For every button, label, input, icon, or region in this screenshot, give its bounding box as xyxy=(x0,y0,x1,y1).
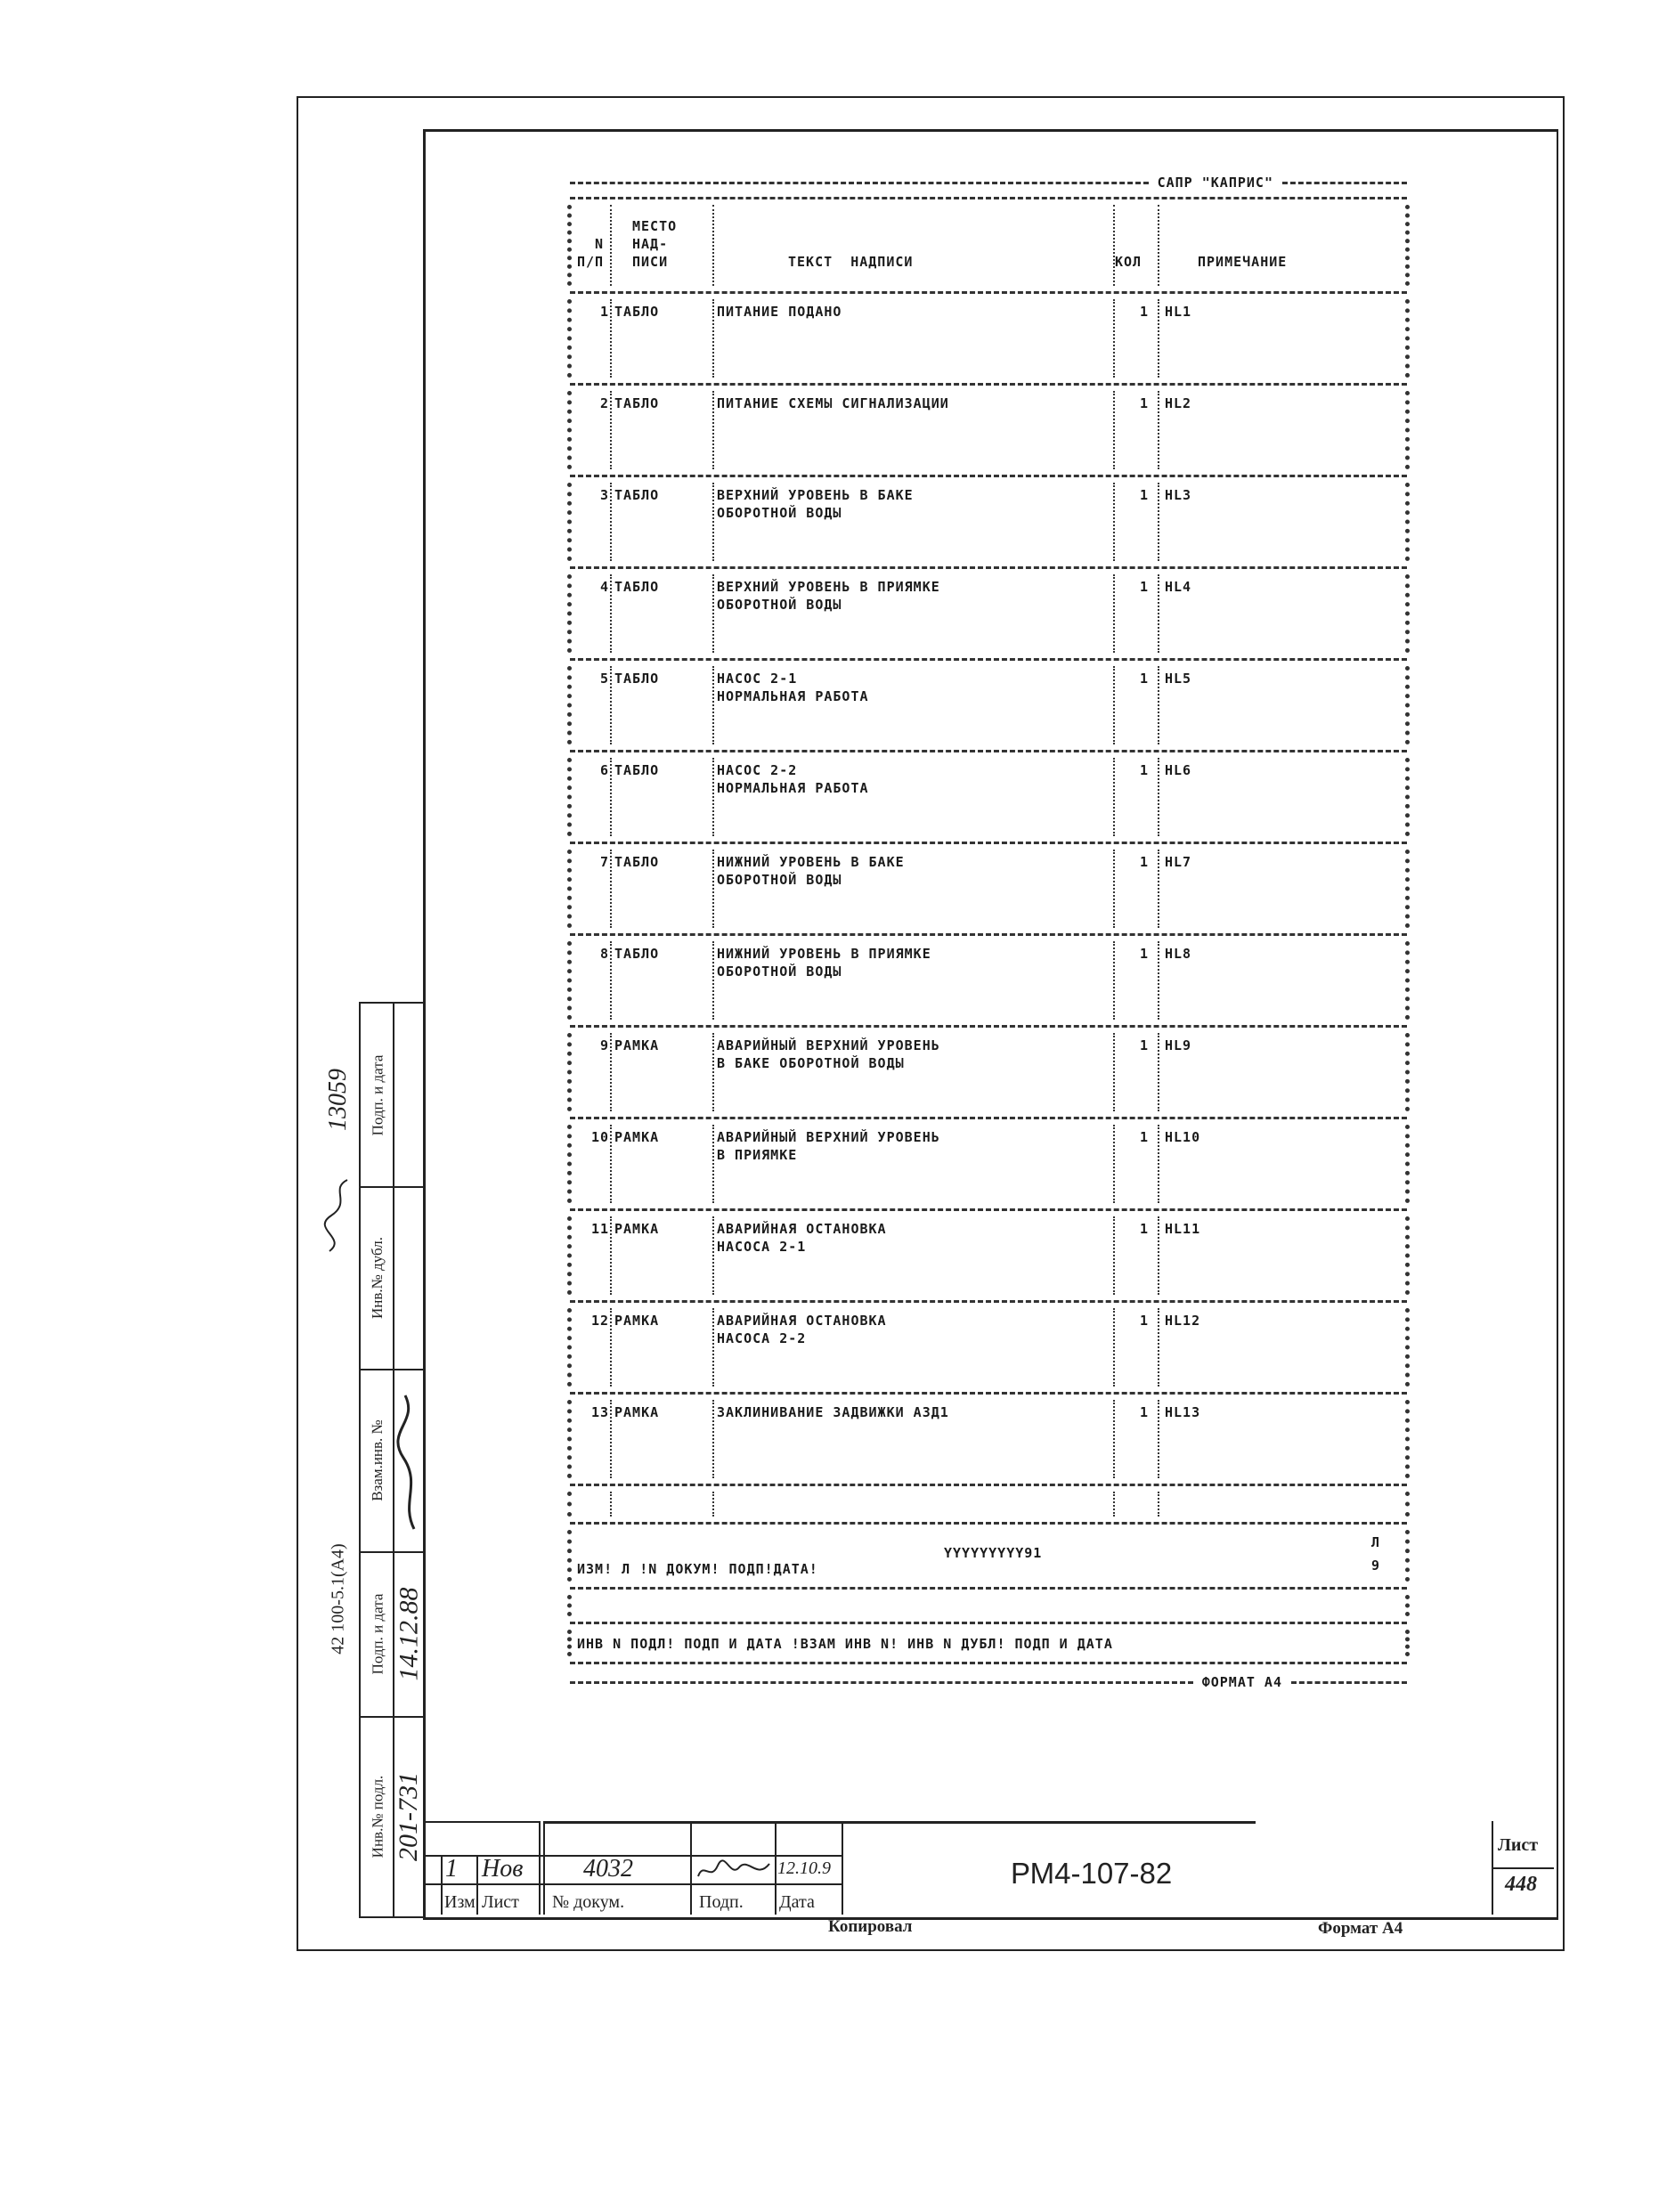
printout-sheet-number: 9 xyxy=(1371,1557,1381,1574)
col-place-line2: НАД- xyxy=(632,236,669,252)
row-note: HL12 xyxy=(1165,1313,1201,1329)
row-number: 7 xyxy=(599,854,609,870)
row-number: 1 xyxy=(599,304,609,320)
change-doc-number: 4032 xyxy=(583,1855,633,1883)
row-number: 11 xyxy=(590,1221,609,1237)
row-text-line1: АВАРИЙНЫЙ ВЕРХНИЙ УРОВЕНЬ xyxy=(717,1129,940,1145)
col-note: ПРИМЕЧАНИЕ xyxy=(1198,254,1288,270)
side-value-date: 14.12.88 xyxy=(394,1587,423,1680)
table-row xyxy=(570,1303,1407,1392)
row-text-line1: ПИТАНИЕ ПОДАНО xyxy=(717,304,842,320)
row-note: HL3 xyxy=(1165,487,1192,503)
sheet-label: Лист xyxy=(1498,1835,1539,1855)
row-text-line1: АВАРИЙНАЯ ОСТАНОВКА xyxy=(717,1221,887,1237)
row-place: ТАБЛО xyxy=(614,762,660,778)
row-text-line1: ВЕРХНИЙ УРОВЕНЬ В ПРИЯМКЕ xyxy=(717,579,940,595)
row-qty: 1 xyxy=(1140,487,1150,503)
change-sheet: Нов xyxy=(482,1855,524,1883)
change-row: ИЗМ! Л !N ДОКУМ! ПОДП!ДАТА! xyxy=(577,1561,818,1577)
row-number: 10 xyxy=(590,1129,609,1145)
row-text-line1: ЗАКЛИНИВАНИЕ ЗАДВИЖКИ АЗД1 xyxy=(717,1404,949,1420)
side-value-inv-original: 201-731 xyxy=(394,1771,423,1861)
header-date: Дата xyxy=(779,1892,815,1912)
format-label: Формат А4 xyxy=(1318,1919,1403,1938)
row-note: HL4 xyxy=(1165,579,1192,595)
col-place-line1: МЕСТО xyxy=(632,218,678,234)
row-text-line2: НОРМАЛЬНАЯ РАБОТА xyxy=(717,780,869,796)
row-note: HL8 xyxy=(1165,946,1192,962)
row-text-line2: НАСОСА 2-1 xyxy=(717,1239,807,1255)
row-note: HL2 xyxy=(1165,395,1192,411)
row-qty: 1 xyxy=(1140,671,1150,687)
row-qty: 1 xyxy=(1140,1313,1150,1329)
row-text-line2: В БАКЕ ОБОРОТНОЙ ВОДЫ xyxy=(717,1055,905,1071)
side-signature-mark xyxy=(396,1387,423,1538)
row-text-line1: ВЕРХНИЙ УРОВЕНЬ В БАКЕ xyxy=(717,487,914,503)
row-place: ТАБЛО xyxy=(614,487,660,503)
side-handwritten-note: 13059 xyxy=(324,1069,352,1131)
col-qty: КОЛ xyxy=(1115,254,1142,270)
row-number: 6 xyxy=(599,762,609,778)
row-place: РАМКА xyxy=(614,1037,660,1053)
row-text-line1: НАСОС 2-1 xyxy=(717,671,798,687)
row-qty: 1 xyxy=(1140,1037,1150,1053)
printout-stamp-footer xyxy=(570,1525,1407,1587)
row-note: HL1 xyxy=(1165,304,1192,320)
side-label-sign-date-2: Подп. и дата xyxy=(369,1054,386,1135)
row-place: ТАБЛО xyxy=(614,579,660,595)
row-place: ТАБЛО xyxy=(614,671,660,687)
row-number: 13 xyxy=(590,1404,609,1420)
row-place: ТАБЛО xyxy=(614,854,660,870)
row-note: HL9 xyxy=(1165,1037,1192,1053)
printout-sign-row xyxy=(570,1624,1407,1662)
sign-row-text: ИНВ N ПОДЛ! ПОДП И ДАТА !ВЗАМ ИНВ N! ИНВ N ДУБЛ! ПОДП И ДАТА xyxy=(577,1636,1113,1652)
side-label-inv-duplicate: Инв.№ дубл. xyxy=(369,1236,386,1319)
change-number: 1 xyxy=(445,1855,458,1883)
header-doc-number: № докум. xyxy=(552,1892,625,1912)
printout-sign-row-empty xyxy=(570,1590,1407,1622)
table-row xyxy=(570,936,1407,1025)
table-column-headers xyxy=(570,199,1407,291)
col-num-line2: П/П xyxy=(577,254,605,270)
side-label-replaced-inv: Взам.инв. № xyxy=(369,1419,386,1501)
row-number: 12 xyxy=(590,1313,609,1329)
row-text-line1: НАСОС 2-2 xyxy=(717,762,798,778)
col-num-line1: N xyxy=(577,236,605,252)
row-note: HL6 xyxy=(1165,762,1192,778)
row-text-line2: В ПРИЯМКЕ xyxy=(717,1147,798,1163)
album-label: 42 100-5.1(А4) xyxy=(328,1542,348,1655)
row-number: 3 xyxy=(599,487,609,503)
row-note: HL13 xyxy=(1165,1404,1201,1420)
row-text-line2: ОБОРОТНОЙ ВОДЫ xyxy=(717,597,842,613)
table-empty-row xyxy=(570,1486,1407,1522)
header-signature: Подп. xyxy=(699,1892,744,1912)
change-date: 12.10.9 xyxy=(777,1858,831,1878)
table-row xyxy=(570,294,1407,383)
printout-sheet-label: Л xyxy=(1371,1534,1381,1550)
row-text-line1: АВАРИЙНАЯ ОСТАНОВКА xyxy=(717,1313,887,1329)
table-row xyxy=(570,569,1407,658)
table-row xyxy=(570,844,1407,933)
row-qty: 1 xyxy=(1140,579,1150,595)
table-row xyxy=(570,1211,1407,1300)
sheet-number: 448 xyxy=(1505,1873,1537,1896)
row-text-line2: НАСОСА 2-2 xyxy=(717,1330,807,1346)
table-row xyxy=(570,661,1407,750)
row-qty: 1 xyxy=(1140,1404,1150,1420)
row-qty: 1 xyxy=(1140,854,1150,870)
row-qty: 1 xyxy=(1140,946,1150,962)
change-signature xyxy=(695,1857,773,1883)
row-place: РАМКА xyxy=(614,1221,660,1237)
printout-format: ФОРМАТ А4 xyxy=(1201,1674,1282,1690)
row-note: HL11 xyxy=(1165,1221,1201,1237)
row-place: РАМКА xyxy=(614,1313,660,1329)
row-number: 9 xyxy=(599,1037,609,1053)
row-number: 5 xyxy=(599,671,609,687)
row-qty: 1 xyxy=(1140,1129,1150,1145)
printout-header xyxy=(570,174,1407,191)
col-text: ТЕКСТ НАДПИСИ xyxy=(788,254,914,270)
table-row xyxy=(570,1028,1407,1117)
title-block xyxy=(423,1821,1554,1915)
printout-title: САПР "КАПРИС" xyxy=(1157,175,1273,191)
row-place: ТАБЛО xyxy=(614,946,660,962)
table-row xyxy=(570,1119,1407,1208)
row-qty: 1 xyxy=(1140,304,1150,320)
row-number: 8 xyxy=(599,946,609,962)
row-text-line2: ОБОРОТНОЙ ВОДЫ xyxy=(717,872,842,888)
program-printout xyxy=(570,174,1407,1691)
row-text-line2: НОРМАЛЬНАЯ РАБОТА xyxy=(717,688,869,704)
printout-doc-code: YYYYYYYYY91 xyxy=(944,1545,1043,1561)
row-place: РАМКА xyxy=(614,1404,660,1420)
header-change: Изм xyxy=(444,1892,476,1912)
row-place: ТАБЛО xyxy=(614,395,660,411)
row-text-line2: ОБОРОТНОЙ ВОДЫ xyxy=(717,964,842,980)
row-note: HL7 xyxy=(1165,854,1192,870)
row-place: ТАБЛО xyxy=(614,304,660,320)
row-note: HL5 xyxy=(1165,671,1192,687)
header-sheet: Лист xyxy=(482,1892,519,1912)
row-text-line1: АВАРИЙНЫЙ ВЕРХНИЙ УРОВЕНЬ xyxy=(717,1037,940,1053)
row-note: HL10 xyxy=(1165,1129,1201,1145)
side-label-sign-date-1: Подп. и дата xyxy=(369,1593,386,1674)
row-place: РАМКА xyxy=(614,1129,660,1145)
table-row xyxy=(570,1395,1407,1484)
copied-by-label: Копировал xyxy=(828,1917,913,1936)
row-number: 4 xyxy=(599,579,609,595)
row-text-line1: НИЖНИЙ УРОВЕНЬ В ПРИЯМКЕ xyxy=(717,946,931,962)
row-qty: 1 xyxy=(1140,1221,1150,1237)
printout-format-line xyxy=(570,1673,1407,1691)
table-row xyxy=(570,477,1407,566)
side-label-inv-original: Инв.№ подл. xyxy=(369,1775,386,1858)
document-code: РМ4-107-82 xyxy=(1011,1857,1173,1890)
col-place-line3: ПИСИ xyxy=(632,254,669,270)
row-text-line2: ОБОРОТНОЙ ВОДЫ xyxy=(717,505,842,521)
table-row xyxy=(570,752,1407,842)
row-number: 2 xyxy=(599,395,609,411)
table-row xyxy=(570,386,1407,475)
row-qty: 1 xyxy=(1140,395,1150,411)
side-approval-strip xyxy=(359,1002,425,1918)
row-text-line1: НИЖНИЙ УРОВЕНЬ В БАКЕ xyxy=(717,854,905,870)
side-signature xyxy=(321,1175,356,1256)
row-text-line1: ПИТАНИЕ СХЕМЫ СИГНАЛИЗАЦИИ xyxy=(717,395,949,411)
row-qty: 1 xyxy=(1140,762,1150,778)
